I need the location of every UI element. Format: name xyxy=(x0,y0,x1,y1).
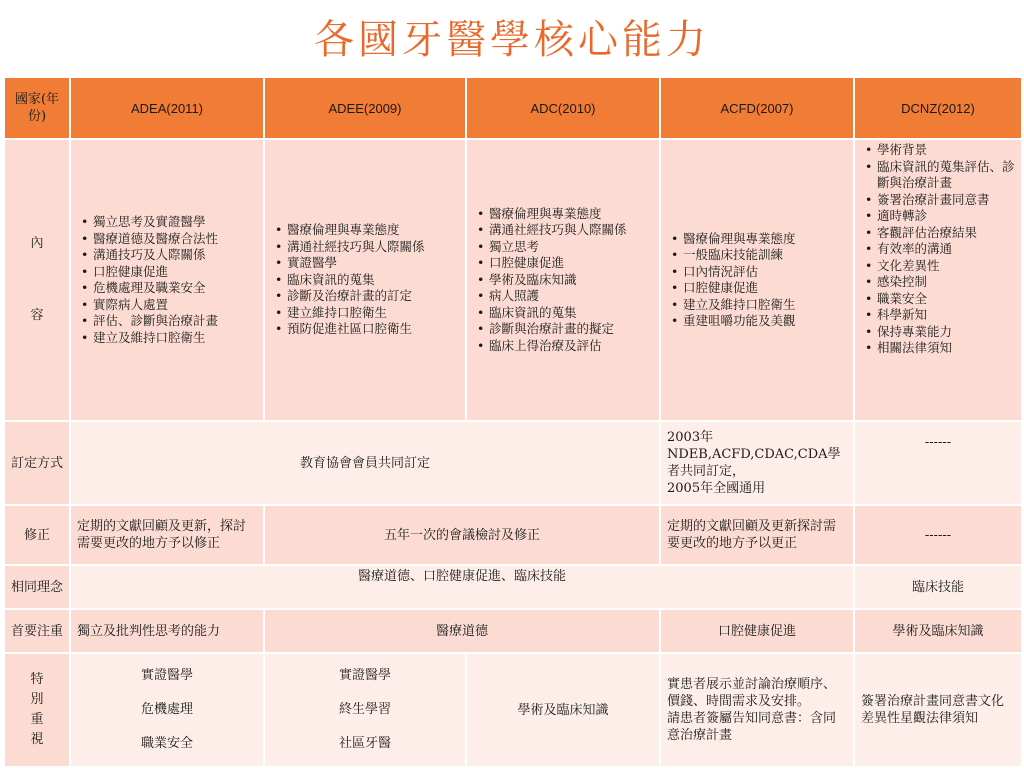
list-item: • 獨立思考及實證醫學 xyxy=(93,214,257,231)
special-dcnz: 簽署治療計畫同意書文化差異性星觀法律須知 xyxy=(854,653,1022,767)
list-item: • 學術背景 xyxy=(877,142,1015,159)
common-shared: 醫療道德、口腔健康促進、臨床技能 xyxy=(70,565,854,609)
list-item: • 臨床資訊的蒐集 xyxy=(489,305,653,322)
list-item: • 職業安全 xyxy=(877,291,1015,308)
special-adea: 實證醫學 危機處理 職業安全 xyxy=(70,653,264,767)
list-item: • 實際病人處置 xyxy=(93,297,257,314)
adee-list xyxy=(271,222,459,338)
special-adc: 學術及臨床知識 xyxy=(466,653,660,767)
list-item: • 溝通技巧及人際關係 xyxy=(93,247,257,264)
header-acfd: ACFD(2007) xyxy=(660,77,854,139)
list-item: • 學術及臨床知識 xyxy=(489,272,653,289)
header-adea: ADEA(2011) xyxy=(70,77,264,139)
list-item: • 獨立思考 xyxy=(489,239,653,256)
list-item: • 感染控制 xyxy=(877,274,1015,291)
method-row xyxy=(4,421,1022,505)
content-dcnz xyxy=(854,139,1022,421)
revision-label: 修正 xyxy=(4,505,70,565)
list-item: • 口內情況評估 xyxy=(683,264,847,281)
page-title: 各國牙醫學核心能力 xyxy=(314,17,710,63)
method-acfd: 2003年 NDEB,ACFD,CDAC,CDA學者共同訂定， 2005年全國通用 xyxy=(660,421,854,505)
list-item: • 適時轉診 xyxy=(877,208,1015,225)
list-item: • 醫療倫理與專業態度 xyxy=(489,206,653,223)
special-row xyxy=(4,653,1022,767)
list-item: • 有效率的溝通 xyxy=(877,241,1015,258)
list-item: • 診斷及治療計畫的訂定 xyxy=(287,288,459,305)
emphasis-row xyxy=(4,609,1022,653)
emphasis-label: 首要注重 xyxy=(4,609,70,653)
revision-mid: 五年一次的會議檢討及修正 xyxy=(264,505,660,565)
list-item: • 溝通社經技巧與人際關係 xyxy=(287,239,459,256)
special-adee: 實證醫學 終生學習 社區牙醫 xyxy=(264,653,466,767)
content-acfd xyxy=(660,139,854,421)
header-country: 國家(年份) xyxy=(4,77,70,139)
revision-adea: 定期的文獻回顧及更新，探討需要更改的地方予以修正 xyxy=(70,505,264,565)
list-item: • 保持專業能力 xyxy=(877,324,1015,341)
special-label: 特 別 重 視 xyxy=(4,653,70,767)
list-item: • 臨床資訊的蒐集評估、診斷與治療計畫 xyxy=(877,159,1015,192)
list-item: • 臨床上得治療及評估 xyxy=(489,338,653,355)
list-item: • 口腔健康促進 xyxy=(683,280,847,297)
revision-acfd: 定期的文獻回顧及更新探討需要更改的地方予以更正 xyxy=(660,505,854,565)
method-shared: 教育協會會員共同訂定 xyxy=(70,421,660,505)
revision-dcnz: ------ xyxy=(854,505,1022,565)
emphasis-adea: 獨立及批判性思考的能力 xyxy=(70,609,264,653)
list-item: • 醫療倫理與專業態度 xyxy=(287,222,459,239)
list-item: • 相關法律須知 xyxy=(877,340,1015,357)
content-adc xyxy=(466,139,660,421)
content-adea xyxy=(70,139,264,421)
emphasis-acfd: 口腔健康促進 xyxy=(660,609,854,653)
revision-row xyxy=(4,505,1022,565)
list-item: • 建立及維持口腔衛生 xyxy=(93,330,257,347)
list-item: • 病人照護 xyxy=(489,288,653,305)
list-item: • 科學新知 xyxy=(877,307,1015,324)
list-item: • 預防促進社區口腔衛生 xyxy=(287,321,459,338)
adea-list xyxy=(77,214,257,346)
list-item: • 建立維持口腔衛生 xyxy=(287,305,459,322)
header-dcnz: DCNZ(2012) xyxy=(854,77,1022,139)
list-item: • 口腔健康促進 xyxy=(93,264,257,281)
common-label: 相同理念 xyxy=(4,565,70,609)
list-item: • 醫療道德及醫療合法性 xyxy=(93,231,257,248)
method-label: 訂定方式 xyxy=(4,421,70,505)
emphasis-dcnz: 學術及臨床知識 xyxy=(854,609,1022,653)
list-item: • 建立及維持口腔衛生 xyxy=(683,297,847,314)
list-item: • 客觀評估治療結果 xyxy=(877,225,1015,242)
list-item: • 診斷與治療計畫的擬定 xyxy=(489,321,653,338)
dcnz-list xyxy=(861,142,1015,357)
list-item: • 危機處理及職業安全 xyxy=(93,280,257,297)
list-item: • 溝通社經技巧與人際關係 xyxy=(489,222,653,239)
list-item: • 文化差異性 xyxy=(877,258,1015,275)
header-adc: ADC(2010) xyxy=(466,77,660,139)
list-item: • 評估、診斷與治療計畫 xyxy=(93,313,257,330)
header-row xyxy=(4,77,1022,139)
list-item: • 醫療倫理與專業態度 xyxy=(683,231,847,248)
list-item: • 臨床資訊的蒐集 xyxy=(287,272,459,289)
acfd-list xyxy=(667,231,847,330)
content-row xyxy=(4,139,1022,421)
list-item: • 一般臨床技能訓練 xyxy=(683,247,847,264)
list-item: • 簽署治療計畫同意書 xyxy=(877,192,1015,209)
special-acfd: 實患者展示並討論治療順序、價錢、時間需求及安排。 請患者簽屬告知同意書：含同意治療計畫 xyxy=(660,653,854,767)
emphasis-mid: 醫療道德 xyxy=(264,609,660,653)
method-dcnz: ------ xyxy=(854,421,1022,505)
common-dcnz: 臨床技能 xyxy=(854,565,1022,609)
content-label: 內 容 xyxy=(4,139,70,421)
list-item: • 口腔健康促進 xyxy=(489,255,653,272)
list-item: • 實證醫學 xyxy=(287,255,459,272)
common-row xyxy=(4,565,1022,609)
header-adee: ADEE(2009) xyxy=(264,77,466,139)
list-item: • 重建咀嚼功能及美觀 xyxy=(683,313,847,330)
competency-table xyxy=(3,76,1023,768)
adc-list xyxy=(473,206,653,355)
content-adee xyxy=(264,139,466,421)
